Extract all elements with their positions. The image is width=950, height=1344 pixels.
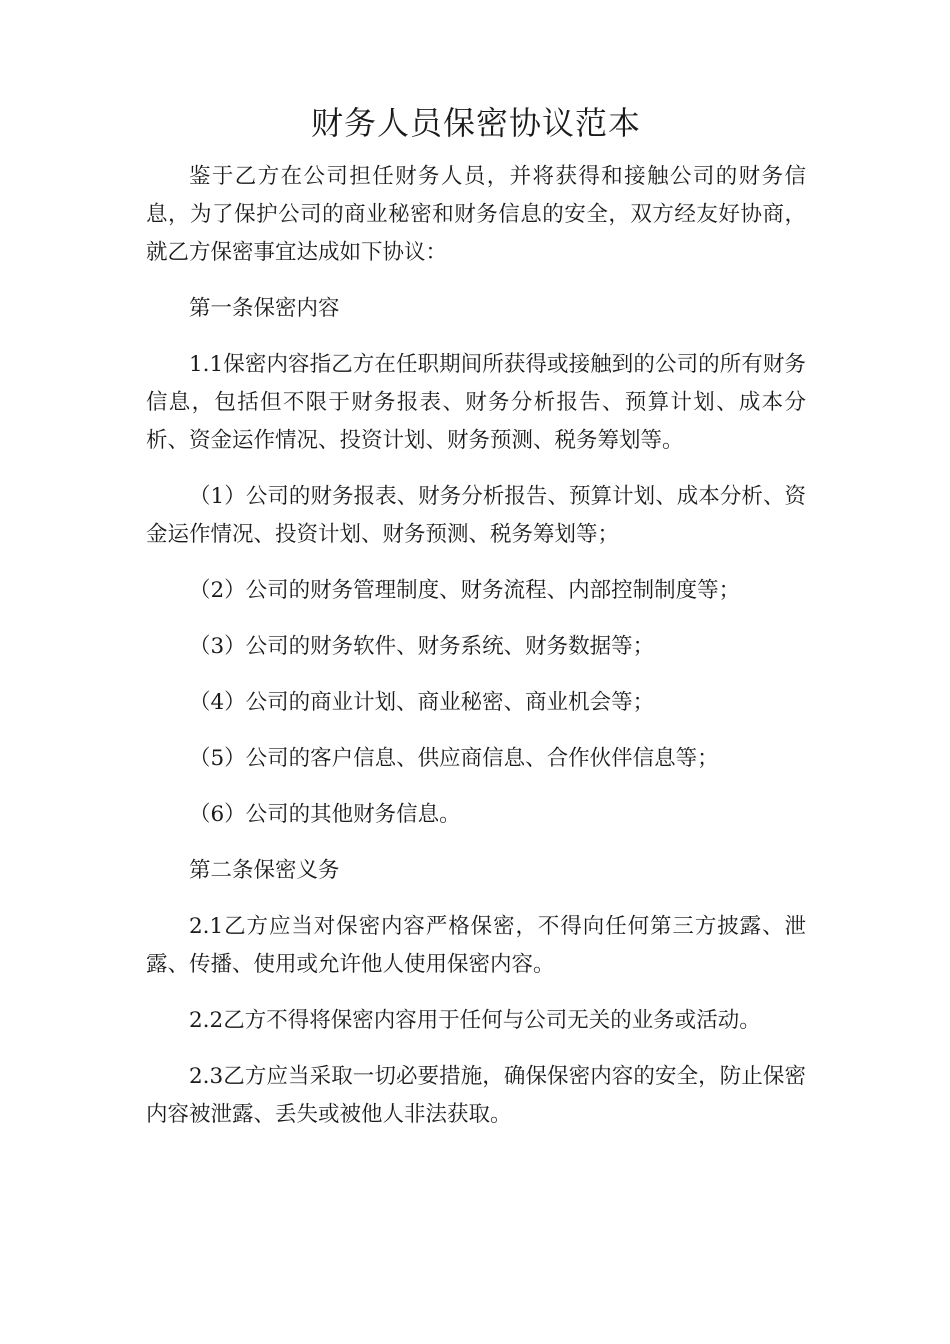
document-page	[146, 96, 806, 1152]
list-item-2: （2）公司的财务管理制度、财务流程、内部控制制度等；	[189, 578, 741, 603]
list-item-4: （4）公司的商业计划、商业秘密、商业机会等；	[189, 690, 655, 715]
clause-2-2: 2.2乙方不得将保密内容用于任何与公司无关的业务或活动。	[189, 1008, 761, 1033]
clause-2-1: 2.1乙方应当对保密内容严格保密，不得向任何第三方披露、泄露、传播、使用或允许他人使用保密内容。	[146, 914, 806, 977]
article-1-heading: 第一条保密内容	[189, 296, 340, 321]
clause-1-1: 1.1保密内容指乙方在任职期间所获得或接触到的公司的所有财务信息，包括但不限于财务报表、财务分析报告、预算计划、成本分析、资金运作情况、投资计划、财务预测、税务筹划等。	[146, 352, 806, 453]
clause-2-3: 2.3乙方应当采取一切必要措施，确保保密内容的安全，防止保密内容被泄露、丢失或被他人非法获取。	[146, 1064, 806, 1127]
article-2-heading: 第二条保密义务	[189, 858, 340, 883]
list-item-1: （1）公司的财务报表、财务分析报告、预算计划、成本分析、资金运作情况、投资计划、财务预测、税务筹划等；	[146, 484, 806, 547]
preamble-paragraph: 鉴于乙方在公司担任财务人员，并将获得和接触公司的财务信息，为了保护公司的商业秘密和财务信息的安全，双方经友好协商，就乙方保密事宜达成如下协议：	[146, 164, 806, 265]
document-title: 财务人员保密协议范本	[310, 104, 641, 142]
list-item-3: （3）公司的财务软件、财务系统、财务数据等；	[189, 634, 655, 659]
list-item-5: （5）公司的客户信息、供应商信息、合作伙伴信息等；	[189, 746, 719, 771]
list-item-6: （6）公司的其他财务信息。	[189, 802, 461, 827]
